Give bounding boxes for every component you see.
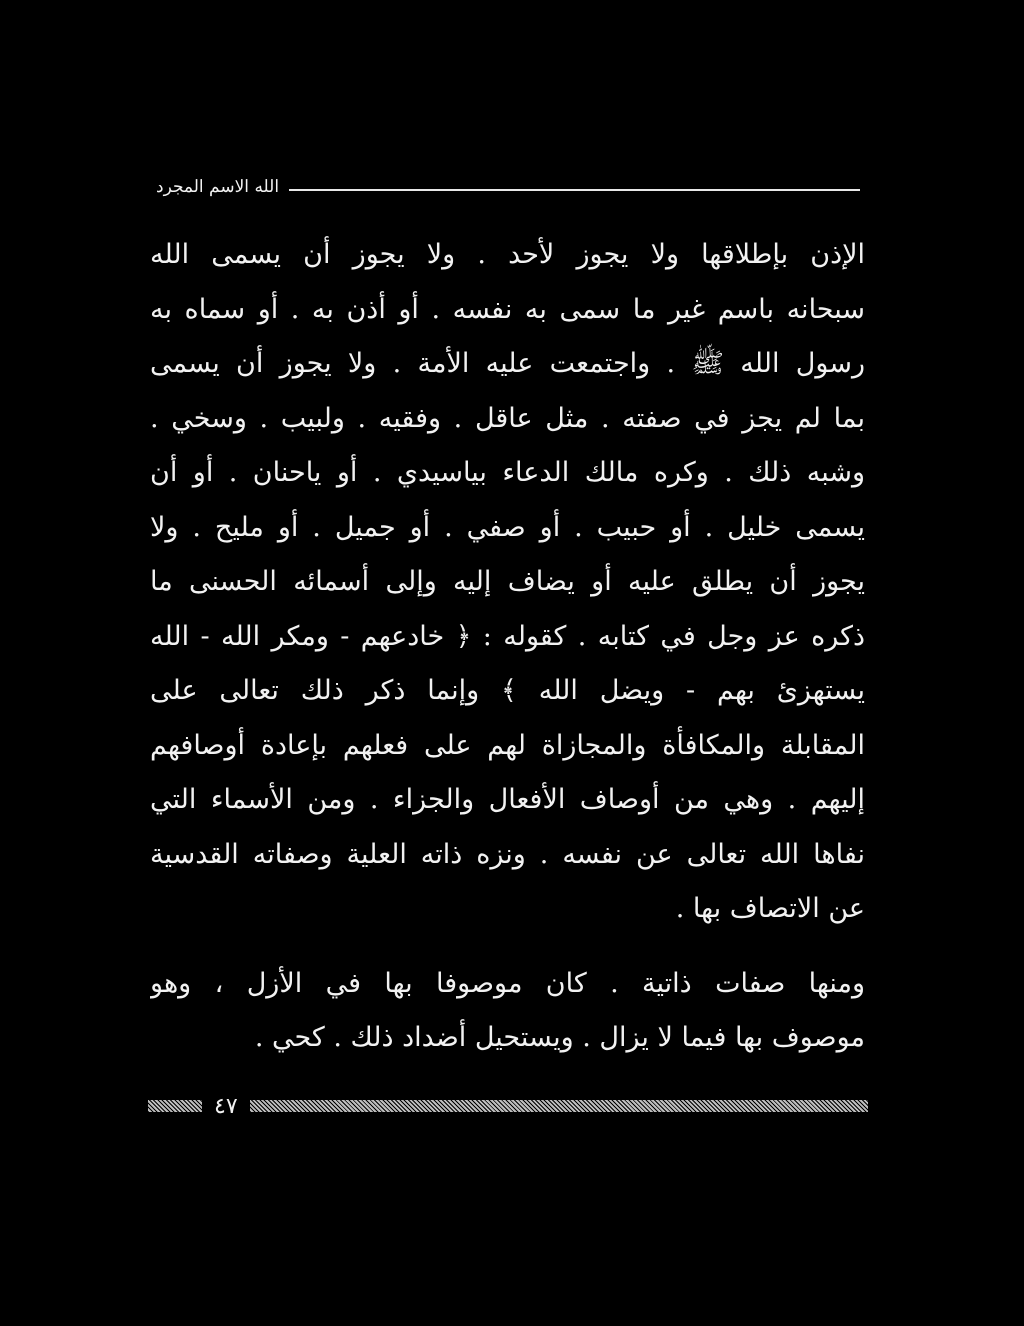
text-line: المقابلة والمكافأة والمجازاة لهم على فعلهم بإعادة أوصافهم xyxy=(150,729,865,761)
footer-hatch-left xyxy=(148,1100,202,1112)
text-line: نفاها الله تعالى عن نفسه . ونزه ذاته العلية وصفاته القدسية xyxy=(150,838,865,870)
text-line: ومنها صفات ذاتية . كان موصوفا بها في الأزل ، وهو xyxy=(150,967,865,999)
page-footer xyxy=(148,1093,868,1119)
header-rule xyxy=(289,189,860,191)
header-title: الله الاسم المجرد xyxy=(156,177,280,197)
quran-quote-line: ذكره عز وجل في كتابه . كقوله : ﴿ خادعهم - ومكر الله - الله xyxy=(150,620,865,652)
page-number: ٤٧ xyxy=(214,1093,238,1119)
paragraph xyxy=(150,957,865,1066)
text-line: يسمى خليل . أو حبيب . أو صفي . أو جميل . أو مليح . ولا xyxy=(150,511,865,543)
paragraph-gap xyxy=(150,937,865,957)
quran-quote-line: يستهزئ بهم - ويضل الله ﴾ وإنما ذكر ذلك تعالى على xyxy=(150,675,865,706)
text-line: إليهم . وهي من أوصاف الأفعال والجزاء . ومن الأسماء التي xyxy=(150,784,865,815)
text-line: موصوف بها فيما لا يزال . ويستحيل أضداد ذلك . كحي . xyxy=(254,1022,865,1053)
body-text xyxy=(150,228,865,1066)
footer-hatch-right xyxy=(250,1100,868,1112)
text-line: سبحانه باسم غير ما سمى به نفسه . أو أذن به . أو سماه به xyxy=(150,293,865,325)
text-line: رسول الله ﷺ . واجتمعت عليه الأمة . ولا يجوز أن يسمى xyxy=(150,348,865,379)
text-line: الإذن بإطلاقها ولا يجوز لأحد . ولا يجوز أن يسمى الله xyxy=(150,239,865,270)
paragraph xyxy=(150,228,865,937)
text-line: يجوز أن يطلق عليه أو يضاف إليه وإلى أسمائه الحسنى ما xyxy=(150,566,865,597)
running-header xyxy=(150,172,860,202)
text-line: عن الاتصاف بها . xyxy=(675,893,865,924)
text-line: بما لم يجز في صفته . مثل عاقل . وفقيه . ولبيب . وسخي . xyxy=(150,402,865,434)
text-line: وشبه ذلك . وكره مالك الدعاء بياسيدي . أو ياحنان . أو أن xyxy=(150,457,865,488)
